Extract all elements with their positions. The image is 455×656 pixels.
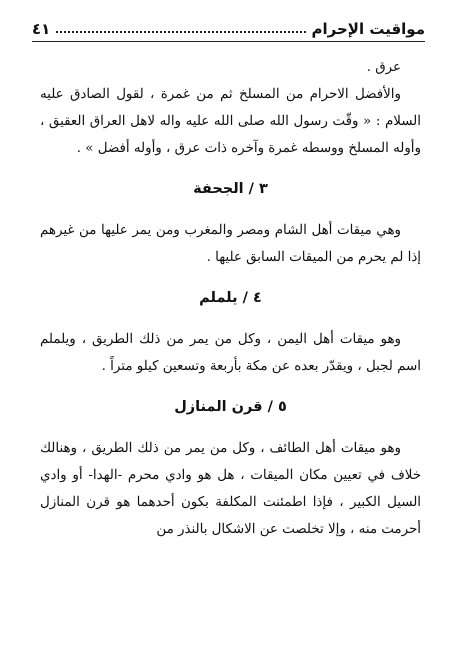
leader-dots xyxy=(56,31,305,33)
running-head xyxy=(32,16,425,38)
paragraph-4: وهو ميقات أهل اليمن ، وكل من يمر من ذلك الطريق ، ويلملم اسم لجبل ، ويقدّر بعده عن مكة بأربعة وتسعين كيلو متراً . xyxy=(40,332,421,374)
paragraph-1: عرق . xyxy=(366,60,401,75)
page-body xyxy=(40,54,421,543)
paragraph-2: والأفضل الاحرام من المسلخ ثم من غمرة ، لقول الصادق عليه السلام : « وقّت رسول الله صلى الله عليه واله لاهل العراق العقيق ، وأوله المسلخ ووسطه غمرة وآخره ذات عرق ، وأوله أفضل » . xyxy=(40,87,421,156)
header-rule xyxy=(32,41,425,42)
running-head-title: مواقيت الإحرام xyxy=(311,20,425,38)
page-number: ٤١ xyxy=(32,20,51,38)
heading-juhfa: ٣ / الجحفة xyxy=(193,181,268,197)
heading-yalamlam: ٤ / يلملم xyxy=(199,290,262,306)
paragraph-5: وهو ميقات أهل الطائف ، وكل من يمر من ذلك الطريق ، وهنالك خلاف في تعيين مكان الميقات ، هل هو وادي محرم -الهدا- أو وادي السيل الكبير ، فإذا اطمئنت المكلفة بكون أحدهما هو قرن المنازل أحرمت منه ، وإلا تخلصت عن الاشكال بالنذر من xyxy=(40,441,421,537)
heading-qarn-al-manazil: ٥ / قرن المنازل xyxy=(174,399,287,415)
paragraph-3: وهي ميقات أهل الشام ومصر والمغرب ومن يمر عليها من غيرهم إذا لم يحرم من الميقات السابق عليها . xyxy=(40,223,421,265)
